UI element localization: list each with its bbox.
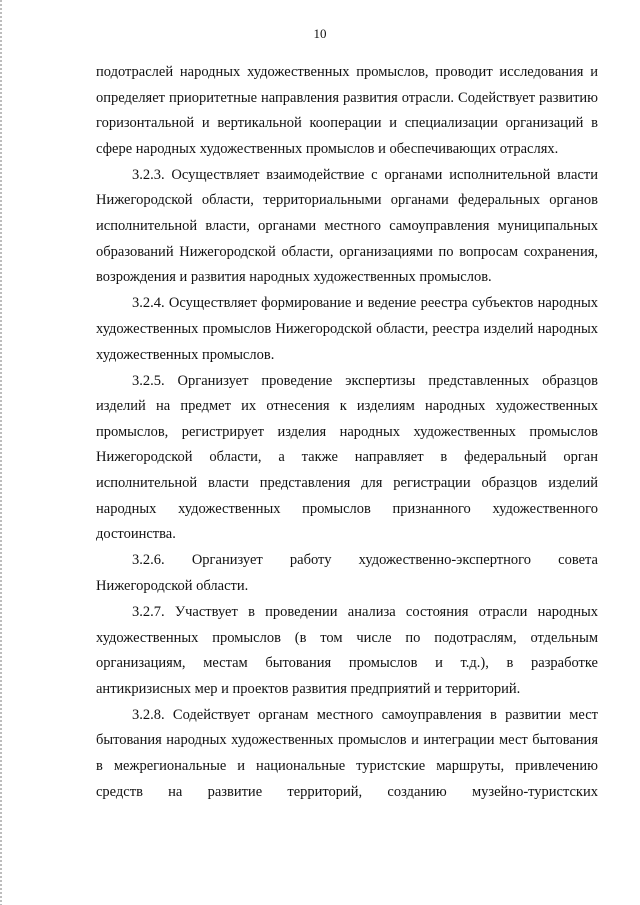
paragraph-3-2-8: 3.2.8. Содействует органам местного самоуправления в развитии мест бытования народных художественных промыслов и интеграции мест бытования в межрегиональные и национальные туристские маршруты, привлечению средств на развитие территорий, созданию музейно-туристских bbox=[96, 706, 598, 800]
document-body bbox=[96, 60, 598, 805]
paragraph-3-2-4: 3.2.4. Осуществляет формирование и ведение реестра субъектов народных художественных промыслов Нижегородской области, реестра изделий народных художественных промыслов. bbox=[96, 295, 598, 363]
paragraph-3-2-5: 3.2.5. Организует проведение экспертизы представленных образцов изделий на предмет их отнесения к изделиям народных художественных промыслов, регистрирует изделия народных художественных промыслов Нижегородской области, а также направляет в федеральный орган исполнительной власти представления для регистрации образцов изделий народных художественных промыслов признанного художественного достоинства. bbox=[96, 372, 598, 543]
scan-edge bbox=[0, 0, 2, 905]
paragraph-3-2-3: 3.2.3. Осуществляет взаимодействие с органами исполнительной власти Нижегородской области, территориальными органами федеральных органов исполнительной власти, органами местного самоуправления муниципальных образований Нижегородской области, организациями по вопросам сохранения, возрождения и развития народных художественных промыслов. bbox=[96, 166, 598, 286]
paragraph-3-2-6: 3.2.6. Организует работу художественно-экспертного совета Нижегородской области. bbox=[96, 552, 598, 594]
paragraph-continuation: подотраслей народных художественных промыслов, проводит исследования и определяет приоритетные направления развития отрасли. Содействует развитию горизонтальной и вертикальной кооперации и специализации организаций в сфере народных художественных промыслов и обеспечивающих отраслях. bbox=[96, 64, 598, 157]
paragraph-3-2-7: 3.2.7. Участвует в проведении анализа состояния отрасли народных художественных промыслов (в том числе по подотраслям, отдельным организациям, местам бытования промыслов и т.д.), в разработке антикризисных мер и проектов развития предприятий и территорий. bbox=[96, 603, 598, 697]
page-number: 10 bbox=[313, 26, 327, 41]
